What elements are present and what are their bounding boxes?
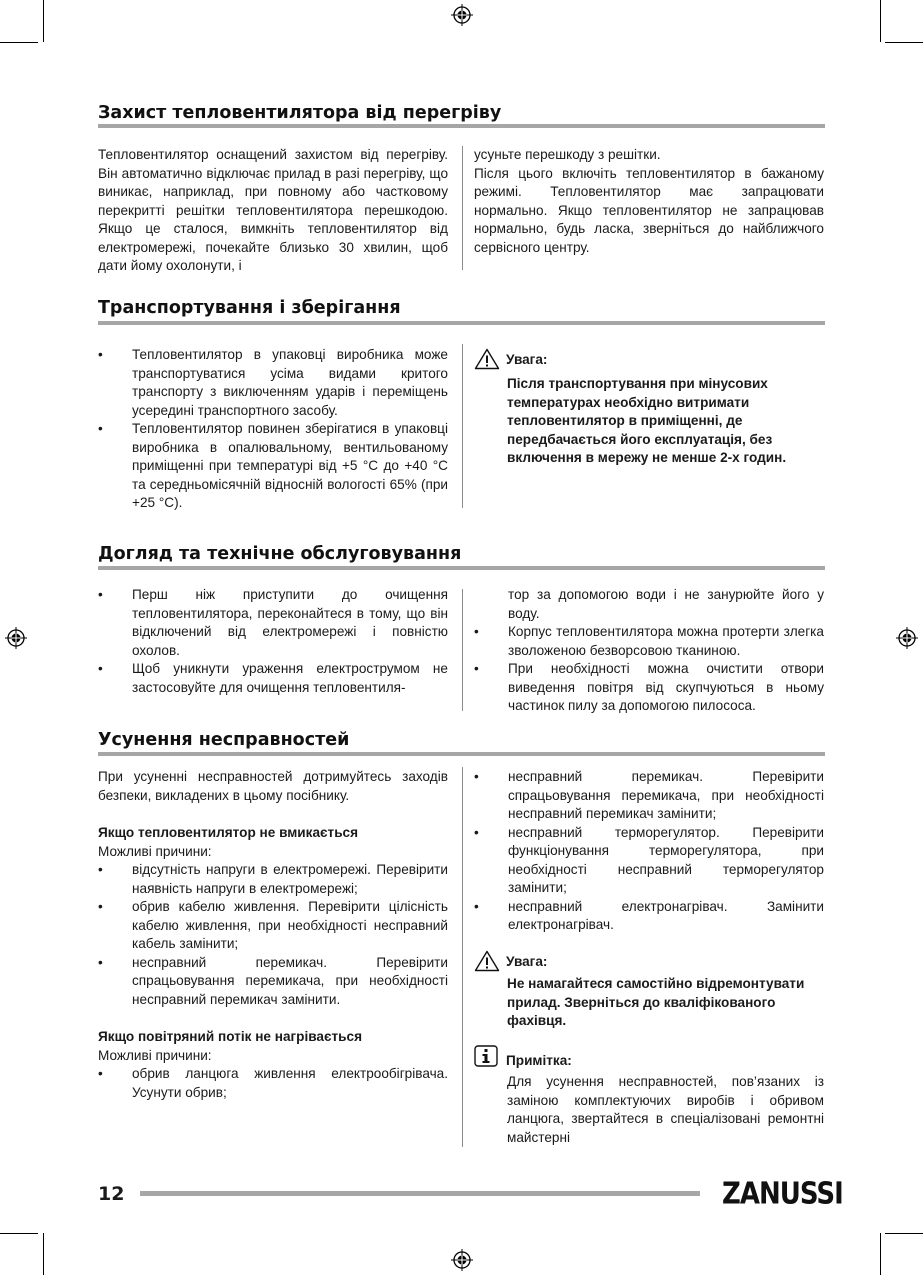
care-left-list [98, 586, 448, 697]
crop-mark [880, 1233, 881, 1275]
registration-mark-icon [451, 4, 473, 26]
list-item: • Корпус тепловентилятора можна протерти злегка зволоженою безворсовою тканиною. [474, 624, 824, 658]
overheat-paragraph: Тепловентилятор оснащений захистом від перегріву. Він автоматично відключає прилад в разі перегріву, що виникає, наприклад, при повному або частковому перекритті решітки тепловентилятора перешкодою. Якщо це сталося, вимкніть тепловентилятор від електромережі, почекайте близько 30 хвилин, щоб дати йому охолонути, і [98, 147, 448, 273]
page-number: 12 [98, 1183, 125, 1205]
registration-mark-icon [896, 627, 918, 649]
section-rule [98, 566, 825, 570]
note-label: Примітка: [506, 1053, 572, 1068]
warning-text: Не намагайтеся самостійно відремонтувати прилад. Зверніться до кваліфікованого фахівця. [507, 976, 805, 1028]
troubleshooting-right-list [474, 768, 824, 935]
transport-warning [474, 348, 824, 468]
crop-mark [43, 1233, 44, 1275]
section-rule [98, 124, 825, 128]
list-item: • несправний перемикач. Перевірити спрацьовування перемикача, при необхідності несправний перемикач замінити; [474, 769, 824, 821]
care-right-list [474, 586, 824, 716]
list-item: • При необхідності можна очистити отвори виведення повітря від скупчуються в ньому частинок пилу за допомогою пилососа. [474, 661, 824, 713]
crop-mark [0, 42, 38, 43]
list-item: • Перш ніж приступити до очищення тепловентилятора, переконайтеся в тому, що він відключений від електромережі і повністю охолов. [98, 587, 448, 658]
warning-triangle-icon [474, 950, 500, 972]
column-divider [462, 589, 463, 711]
warning-text: Після транспортування при мінусових температурах необхідно витримати тепловентилятор в приміщенні, де передбачається його експлуатація, без включення в мережу не менше 2-х годин. [507, 376, 787, 465]
list-item: • обрив кабелю живлення. Перевірити цілісність кабелю живлення, при необхідності несправний кабель замінити; [98, 899, 448, 951]
transport-list [98, 346, 448, 513]
case1-causes: Можливі причини: [98, 843, 212, 859]
warning-triangle-icon [474, 348, 500, 370]
section-rule [98, 752, 825, 756]
care-continuation: тор за допомогою води і не занурюйте його у воду. [508, 587, 824, 621]
list-item: • обрив ланцюга живлення електрообігрівача. Усунути обрив; [98, 1066, 448, 1100]
warning-label: Увага: [506, 352, 548, 367]
section-title-overheat: Захист тепловентилятора від перегріву [98, 103, 502, 123]
crop-mark [43, 0, 44, 42]
list-item: • несправний терморегулятор. Перевірити функціонування терморегулятора, при необхідності несправний терморегулятор замінити; [474, 824, 824, 895]
troubleshooting-intro: При усуненні несправностей дотримуйтесь заходів безпеки, викладених в цьому посібнику. [98, 769, 448, 803]
footer-rule [140, 1191, 700, 1196]
case1-title: Якщо тепловентилятор не вмикається [98, 825, 359, 840]
overheat-right-text: усуньте перешкоду з решітки. Після цього включіть тепловентилятор в бажаному режимі. Тепловентилятор має запрацювати нормально. Якщо тепловентилятор не запрацював нормально, будь ласка, зверніться до найближчого сервісного центру. [474, 147, 824, 255]
list-item: • Тепловентилятор в упаковці виробника може транспортуватися усіма видами критого транспорту з виключенням ударів і переміщень усередині транспортного засобу. [98, 347, 448, 418]
column-divider [462, 767, 463, 1147]
crop-mark [880, 0, 881, 42]
overheat-left-text [98, 146, 448, 276]
troubleshooting-note [474, 1045, 824, 1147]
warning-label: Увага: [506, 954, 548, 969]
list-item: • Щоб уникнути ураження електрострумом не застосовуйте для очищення тепловентиля- [98, 661, 448, 695]
section-title-troubleshooting: Усунення несправностей [98, 730, 350, 750]
column-divider [462, 344, 463, 508]
troubleshooting-left [98, 768, 448, 1102]
section-title-transport: Транспортування і зберігання [98, 298, 401, 318]
list-item: • відсутність напруги в електромережі. Перевірити наявність напруги в електромережі; [98, 862, 448, 896]
info-icon [474, 1045, 498, 1067]
troubleshooting-warning [474, 950, 824, 1031]
note-text: Для усунення несправностей, пов’язаних із заміною комплектуючих виробів і обривом ланцюга, звертайтеся в спеціалізовані ремонтні майстерні [507, 1074, 824, 1145]
registration-mark-icon [5, 627, 27, 649]
crop-mark [0, 1233, 38, 1234]
section-rule [98, 321, 825, 325]
registration-mark-icon [451, 1249, 473, 1271]
list-item: • несправний перемикач. Перевірити спрацьовування перемикача, при необхідності несправний перемикач замінити. [98, 954, 448, 1007]
case2-causes: Можливі причини: [98, 1047, 212, 1063]
column-divider [462, 146, 463, 270]
crop-mark [885, 42, 923, 43]
section-title-care: Догляд та технічне обслуговування [98, 544, 462, 564]
crop-mark [885, 1233, 923, 1234]
list-item: • несправний електронагрівач. Замінити електронагрівач. [474, 898, 824, 932]
brand-logo: ZANUSSI [722, 1177, 843, 1212]
list-item: • Тепловентилятор повинен зберігатися в упаковці виробника в опалювальному, вентильованому приміщенні при температурі від +5 °С до +40 °С та середньомісячній відносній вологості 65% (при +25 °С). [98, 421, 448, 510]
case2-title: Якщо повітряний потік не нагрівається [98, 1029, 363, 1044]
